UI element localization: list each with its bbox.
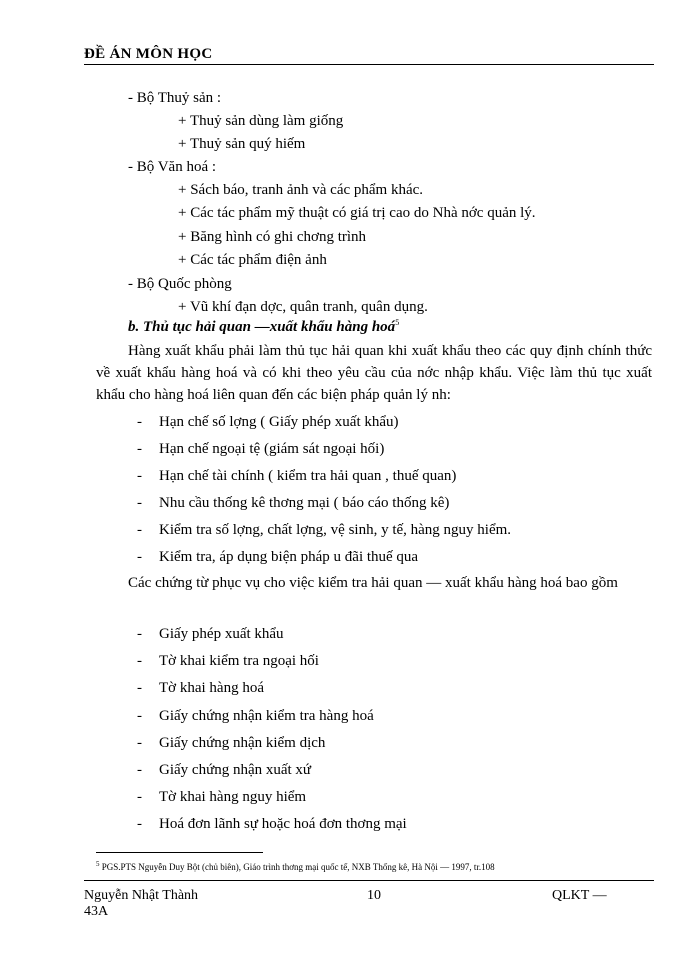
list-item-text: Giấy chứng nhận xuất xứ	[159, 762, 312, 778]
ministry-subitem: + Sách báo, tranh ảnh và các phẩm khác.	[178, 182, 424, 198]
list-item	[137, 413, 399, 431]
ministry-item: - Bộ Quốc phòng	[128, 276, 232, 292]
list-item	[137, 521, 511, 539]
list-item	[137, 652, 319, 670]
list-item-text: Hoá đơn lãnh sự hoặc hoá đơn thơng mại	[159, 816, 407, 833]
list-item-text: Kiểm tra, áp dụng biện pháp u đãi thuế qua	[159, 549, 419, 565]
list-item-text: Kiểm tra số lợng, chất lợng, vệ sinh, y tế, hàng nguy hiểm.	[159, 522, 512, 538]
list-item-text: Giấy phép xuất khẩu	[159, 626, 284, 642]
bullet-dash: -	[137, 762, 142, 778]
page-header: ĐỀ ÁN MÔN HỌC	[84, 46, 213, 62]
paragraph-2: Các chứng từ phục vụ cho việc kiểm tra hải quan — xuất khẩu hàng hoá bao gồm	[128, 575, 618, 591]
footnote-ref: 5	[395, 318, 400, 327]
section-heading: b. Thủ tục hải quan —xuất khẩu hàng hoá$^5$	[128, 318, 400, 335]
list-item-text: Giấy chứng nhận kiểm tra hàng hoá	[159, 707, 374, 724]
list-item	[137, 494, 449, 512]
ministry-subitem: + Vũ khí đạn dợc, quân tranh, quân dụng.	[178, 299, 428, 315]
footer-author: Nguyễn Nhật Thành 43A	[84, 888, 199, 919]
list-item	[137, 679, 264, 697]
list-item	[137, 707, 374, 725]
ministry-subitem: + Các tác phẩm điện ảnh	[178, 252, 327, 268]
bullet-dash: -	[137, 653, 142, 670]
list-item-text: Hạn chế tài chính ( kiểm tra hải quan , thuế quan)	[159, 468, 457, 484]
list-item	[137, 625, 284, 643]
footnote: $^5$ PGS.PTS Nguyễn Duy Bột (chủ biên), Giáo trình thơng mại quốc tế, NXB Thống kê, Hà Nội — 1997, tr.108	[96, 860, 495, 872]
bullet-dash: -	[137, 441, 142, 457]
list-item	[137, 788, 306, 806]
list-item-text: Tờ khai kiểm tra ngoại hối	[159, 653, 319, 670]
list-item-text: Hạn chế số lợng ( Giấy phép xuất khẩu)	[159, 414, 399, 430]
list-item-text: Tờ khai hàng nguy hiểm	[159, 789, 307, 806]
list-item-text: Giấy chứng nhận kiểm dịch	[159, 734, 326, 751]
bullet-dash: -	[137, 707, 142, 724]
list-item	[137, 467, 456, 485]
list-item	[137, 734, 325, 752]
bullet-dash: -	[137, 734, 142, 751]
bullet-dash: -	[137, 549, 142, 565]
list-item	[137, 440, 384, 458]
bullet-dash: -	[137, 468, 142, 484]
list-item-text: Hạn chế ngoại tệ (giám sát ngoại hối)	[159, 441, 385, 457]
bullet-dash: -	[137, 414, 142, 430]
header-rule	[84, 64, 654, 65]
bullet-dash: -	[137, 626, 142, 642]
ministry-subitem: + Các tác phẩm mỹ thuật có giá trị cao do Nhà nớc quản lý.	[178, 205, 536, 221]
list-item	[137, 761, 311, 779]
footer-rule	[84, 880, 654, 881]
list-item	[137, 548, 418, 566]
footer-class: QLKT —	[552, 888, 607, 903]
page-number: 10	[367, 888, 381, 903]
bullet-dash: -	[137, 789, 142, 806]
bullet-dash: -	[137, 680, 142, 697]
footnote-rule	[96, 852, 263, 853]
ministry-item: - Bộ Văn hoá :	[128, 159, 217, 175]
ministry-item: - Bộ Thuỷ sản :	[128, 90, 222, 106]
bullet-dash: -	[137, 816, 142, 833]
list-item-text: Nhu cầu thống kê thơng mại ( báo cáo thống kê)	[159, 495, 450, 511]
bullet-dash: -	[137, 495, 142, 511]
list-item	[137, 815, 407, 833]
paragraph-1: Hàng xuất khẩu phải làm thủ tục hải quan khi xuất khẩu theo các quy định chính thức về xuất khẩu hàng hoá và có khi theo yêu cầu của nớc nhập khẩu. Việc làm thủ tục xuất khẩu cho hàng hoá liên quan đến các biện pháp quản lý nh:	[96, 343, 652, 403]
ministry-subitem: + Thuỷ sản dùng làm giống	[178, 113, 344, 129]
ministry-subitem: + Thuỷ sản quý hiếm	[178, 136, 306, 152]
bullet-dash: -	[137, 522, 142, 538]
list-item-text: Tờ khai hàng hoá	[159, 680, 264, 697]
ministry-subitem: + Băng hình có ghi chơng trình	[178, 229, 367, 245]
